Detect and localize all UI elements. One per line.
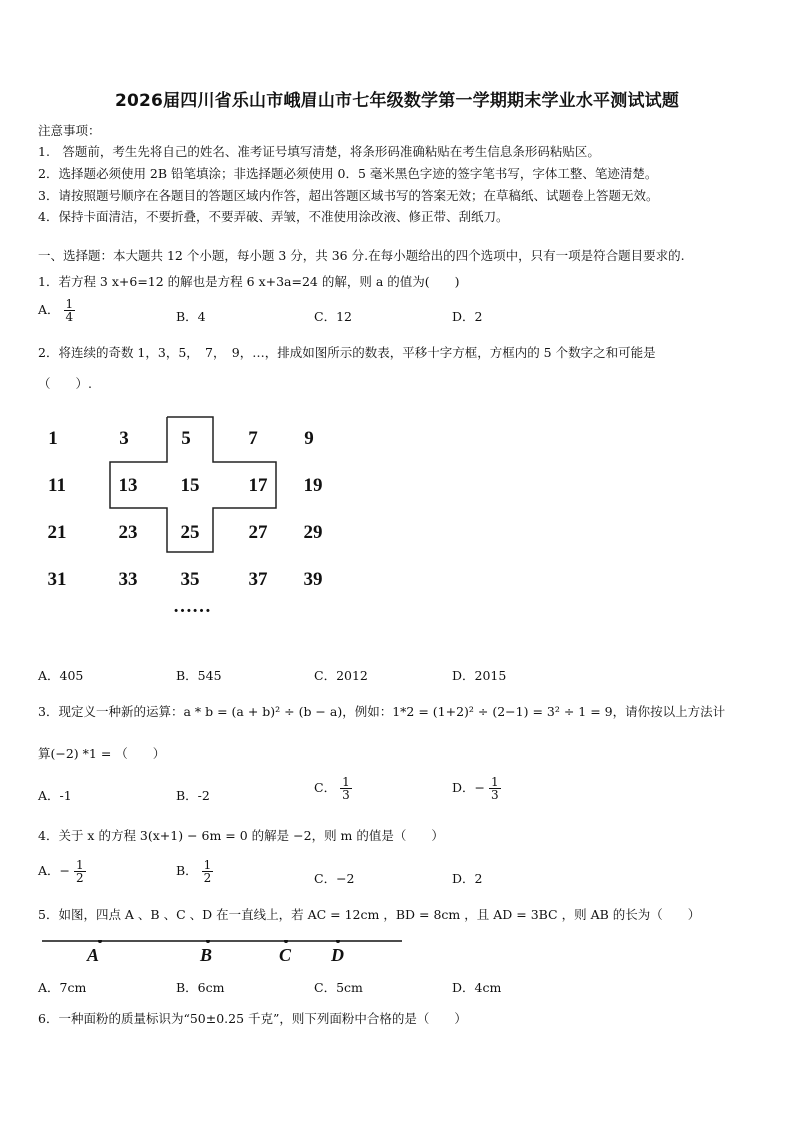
denominator: 3	[342, 788, 350, 802]
point-a-dot	[98, 940, 102, 943]
grid-cell: 1	[48, 428, 58, 449]
notice-item: 3．请按照题号顺序在各题目的答题区域内作答，超出答题区域书写的答案无效；在草稿纸、试题卷上答题无效。	[38, 188, 659, 203]
option-label: A．−	[38, 863, 71, 878]
q4-option-c[interactable]: C．−2	[314, 871, 355, 886]
section-heading: 一、选择题：本大题共 12 个小题，每小题 3 分，共 36 分.在每小题给出的四个选项中，只有一项是符合题目要求的.	[38, 248, 685, 263]
q5-option-a[interactable]: A．7cm	[38, 980, 87, 995]
denominator: 3	[490, 788, 499, 802]
q1-option-c[interactable]: C．12	[314, 309, 352, 324]
denominator: 2	[203, 871, 212, 885]
q4-option-a[interactable]	[38, 859, 86, 884]
point-label-c: C	[279, 945, 292, 965]
q5-option-c[interactable]: C．5cm	[314, 980, 363, 995]
grid-cell: 29	[303, 522, 323, 543]
grid-cell: 27	[248, 522, 268, 543]
question-2-text-cont: （ ）.	[38, 376, 92, 391]
question-3-text: 3．现定义一种新的运算：a * b = (a + b)² ÷ (b − a)，例如：1*2 = (1+2)² ÷ (2−1) = 3² ÷ 1 = 9，请你按以上方法计	[38, 704, 726, 719]
grid-cell: 13	[118, 475, 138, 496]
grid-cell: 11	[48, 475, 66, 496]
numerator: 1	[203, 858, 212, 872]
point-d-dot	[336, 940, 340, 943]
grid-cell: 15	[180, 475, 200, 496]
notice-item: 1. 答题前，考生先将自己的姓名、准考证号填写清楚，将条形码准确粘贴在考生信息条形码粘贴区。	[38, 144, 600, 159]
question-3-text-cont: 算(−2) *1 = （ ）	[38, 746, 166, 761]
grid-cell: 23	[118, 522, 138, 543]
q1-option-b[interactable]: B．4	[176, 309, 206, 324]
notice-heading: 注意事项：	[38, 123, 101, 138]
question-6-text: 6．一种面粉的质量标识为“50±0.25 千克”，则下列面粉中合格的是（ ）	[38, 1011, 467, 1026]
q1-option-a[interactable]	[38, 298, 75, 323]
grid-cell: 5	[181, 428, 191, 449]
fraction	[74, 859, 86, 884]
q2-option-d[interactable]: D．2015	[452, 668, 507, 683]
q5-option-d[interactable]: D．4cm	[452, 980, 502, 995]
point-label-a: A	[87, 945, 100, 965]
grid-cell: 19	[303, 475, 323, 496]
option-label: D．−	[452, 780, 485, 795]
grid-cell: 33	[118, 569, 138, 590]
numerator: 1	[342, 775, 350, 789]
q3-option-c[interactable]	[314, 776, 352, 801]
q2-option-c[interactable]: C．2012	[314, 668, 368, 683]
q3-option-b[interactable]: B．-2	[176, 788, 210, 803]
point-c-dot	[284, 940, 288, 943]
denominator: 4	[65, 310, 74, 324]
grid-cell: 35	[180, 569, 200, 590]
q4-option-d[interactable]: D．2	[452, 871, 483, 886]
grid-cell: 21	[47, 522, 67, 543]
question-5-text: 5．如图，四点 A 、B 、C 、D 在一直线上，若 AC = 12cm ，BD = 8cm ，且 AD = 3BC ，则 AB 的长为（ ）	[38, 907, 701, 922]
q4-option-b[interactable]	[176, 859, 213, 884]
grid-cell: 25	[180, 522, 200, 543]
notice-item: 2．选择题必须使用 2B 铅笔填涂；非选择题必须使用 0．5 毫米黑色字迹的签字笔书写，字体工整、笔迹清楚。	[38, 166, 658, 181]
q3-option-a[interactable]: A．-1	[38, 788, 72, 803]
denominator: 2	[76, 871, 84, 885]
grid-cell: 39	[303, 569, 323, 590]
option-label: B．	[176, 863, 198, 878]
numerator: 1	[65, 297, 74, 311]
question-2-text: 2．将连续的奇数 1，3，5， 7， 9，…，排成如图所示的数表，平移十字方框，方框内的 5 个数字之和可能是	[38, 345, 656, 360]
grid-cell: 17	[248, 475, 268, 496]
grid-cell: 9	[304, 428, 314, 449]
grid-ellipsis: ……	[173, 596, 211, 617]
fraction	[202, 859, 214, 884]
q2-option-a[interactable]: A．405	[38, 668, 84, 683]
grid-cell: 3	[119, 428, 129, 449]
numerator: 1	[490, 775, 499, 789]
fraction	[489, 776, 501, 801]
notice-item: 4．保持卡面清洁，不要折叠，不要弄破、弄皱，不准使用涂改液、修正带、刮纸刀。	[38, 209, 509, 224]
point-label-b: B	[200, 945, 213, 965]
q3-option-d[interactable]	[452, 776, 501, 801]
q1-option-d[interactable]: D．2	[452, 309, 483, 324]
grid-cell: 31	[47, 569, 67, 590]
fraction	[340, 776, 352, 801]
fraction	[64, 298, 76, 323]
grid-cell: 7	[248, 428, 258, 449]
point-label-d: D	[331, 945, 344, 965]
grid-cell: 37	[248, 569, 268, 590]
question-4-text: 4．关于 x 的方程 3(x+1) − 6m = 0 的解是 −2，则 m 的值是（ ）	[38, 828, 444, 843]
question-1-text: 1．若方程 3 x+6=12 的解也是方程 6 x+3a=24 的解，则 a 的值为( )	[38, 274, 460, 289]
page-title: 2026届四川省乐山市峨眉山市七年级数学第一学期期末学业水平测试试题	[114, 91, 680, 111]
option-label: C．	[314, 780, 337, 795]
q5-option-b[interactable]: B．6cm	[176, 980, 225, 995]
point-b-dot	[206, 940, 210, 943]
numerator: 1	[76, 858, 84, 872]
option-label: A．	[38, 302, 60, 317]
q2-option-b[interactable]: B．545	[176, 668, 222, 683]
